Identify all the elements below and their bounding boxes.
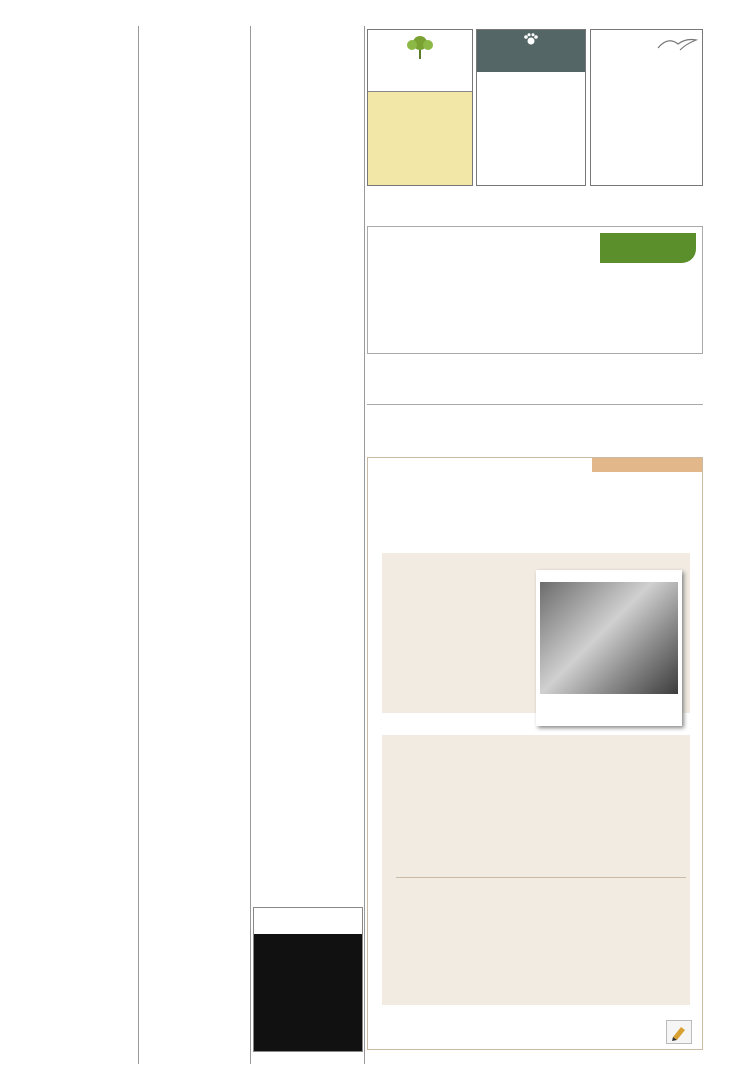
cover-credit xyxy=(536,694,682,700)
book-cover-image xyxy=(536,570,682,726)
twitter-brochure-ad xyxy=(253,907,363,1052)
child-photo xyxy=(540,582,678,694)
stephanos-ad xyxy=(476,29,586,186)
banier-presentatie-ad xyxy=(367,457,703,1050)
sbo-de-akker-ad xyxy=(367,226,703,354)
column-divider xyxy=(364,26,365,1064)
de-akker-logo xyxy=(600,233,696,263)
column-divider xyxy=(138,26,139,1064)
bird-icon xyxy=(656,34,698,52)
bonisa-ad xyxy=(590,29,703,186)
tree-icon xyxy=(400,34,440,60)
cover-title xyxy=(536,570,682,578)
column-divider xyxy=(250,26,251,1064)
adullam-ad xyxy=(367,29,473,186)
brochure-heading xyxy=(254,908,362,934)
column-kerkdienst xyxy=(28,26,136,29)
paw-icon xyxy=(523,33,539,45)
pencil-icon xyxy=(666,1020,692,1044)
papier-karton-ad xyxy=(367,375,703,405)
date-badge xyxy=(592,458,702,472)
